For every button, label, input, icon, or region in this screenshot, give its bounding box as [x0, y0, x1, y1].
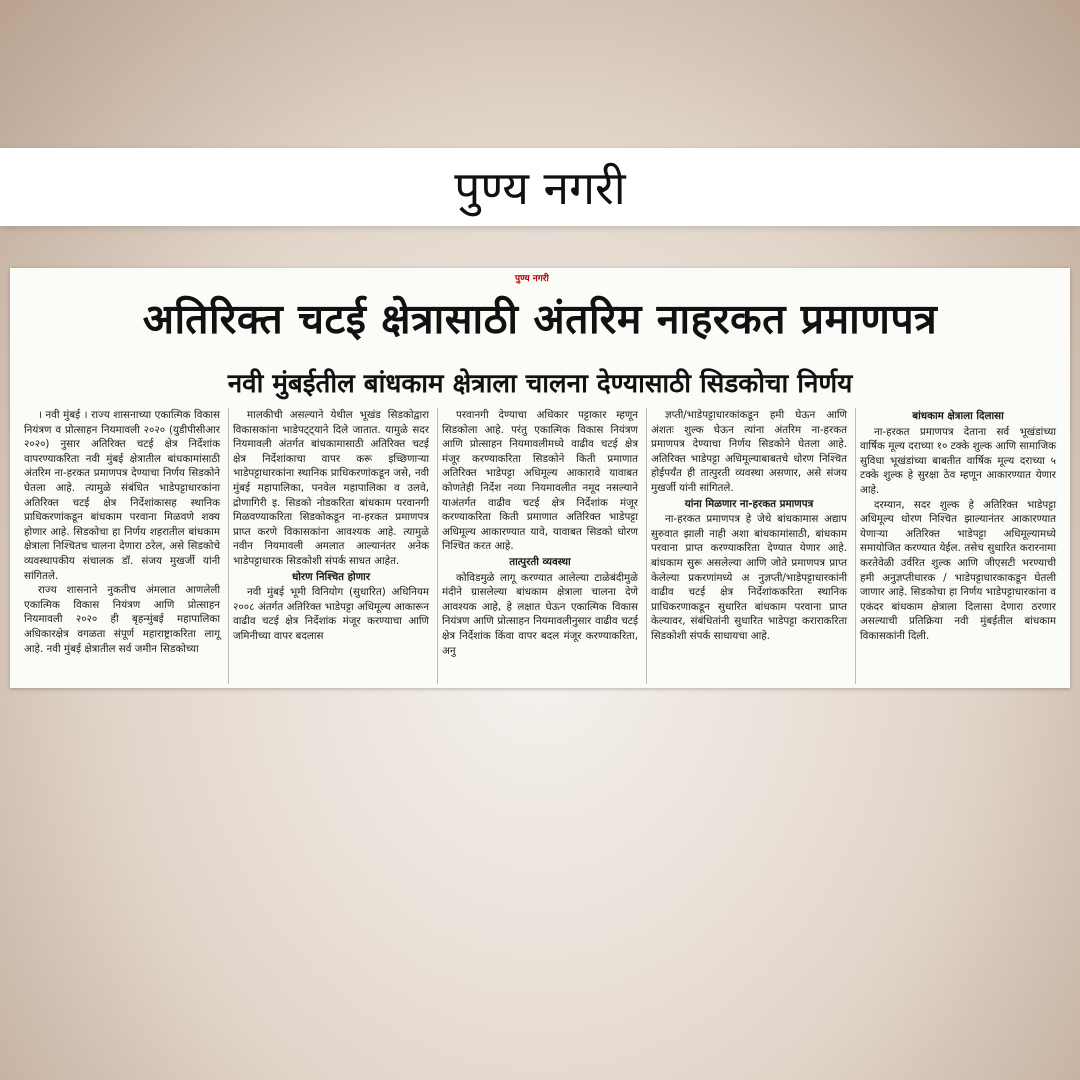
- paragraph: ना-हरकत प्रमाणपत्र हे जेथे बांधकामास अद्याप सुरुवात झाली नाही अशा बांधकामांसाठी, बांधकाम परवाना प्राप्त करण्याकरिता देण्यात येणार आहे. बांधकाम सुरू असलेल्या आणि जोते प्रमाणपत्र प्राप्त केलेल्या प्रकरणांमध्ये अ नुज्ञप्ती/भाडेपट्टाधारकांनी वाढीव चटई क्षेत्र निर्देशांककरिता स्थानिक प्राधिकरणाकडून सुधारित बांधकाम परवाना प्राप्त केल्यावर, संबंधितांनी सुधारित भाडेपट्टा कराराकरिता सिडकोशी संपर्क साधायचा आहे.: [651, 513, 847, 642]
- paragraph: नवी मुंबई भूमी विनियोग (सुधारित) अधिनियम २००८ अंतर्गत अतिरिक्त भाडेपट्टा अधिमूल्य आकारून वाढीव चटई क्षेत्र निर्देशांक मंजूर करण्याचा आणि जमिनीच्या वापर बदलास: [233, 586, 429, 642]
- paragraph: दरम्यान, सदर शुल्क हे अतिरिक्त भाडेपट्टा अधिमूल्य धोरण निश्चित झाल्यानंतर आकारण्यात येणाऱ्या अतिरिक्त भाडेपट्टा अधिमूल्यामध्ये समायोजित करण्यात येईल. तसेच सुधारित करारनामा करतेवेळी उर्वरित शुल्क आणि जीएसटी भरण्याची हमी अनुज्ञप्तीधारक / भाडेपट्टाधारकाकडून घेतली जाणार आहे. सिडकोचा हा निर्णय भाडेपट्टाधारकांना व एकंदर बांधकाम क्षेत्राला दिलासा देणारा ठरणार असल्याची प्रतिक्रिया नवी मुंबईतील बांधकाम विकासकांनी दिली.: [860, 498, 1056, 642]
- article-column-1: [20, 408, 224, 684]
- subheading: यांना मिळणार ना-हरकत प्रमाणपत्र: [684, 497, 814, 510]
- article-columns: [20, 408, 1060, 684]
- masthead-logo: पुण्य नगरी: [515, 274, 549, 284]
- paragraph: परवानगी देण्याचा अधिकार पट्टाकार म्हणून सिडकोला आहे. परंतु एकात्मिक विकास नियंत्रण आणि प्रोत्साहन नियमावलीमध्ये वाढीव चटई क्षेत्र मंजूर करण्याकरिता सिडकोने किती प्रमाणात अतिरिक्त भाडेपट्टा अधिमूल्य आकारावे यावाबत कोणतेही निर्देश नव्या नियमावलीत नमूद नसल्याने याअंतर्गत वाढीव चटई क्षेत्र निर्देशांक मंजूर करण्याकरिता किती प्रमाणात अतिरिक्त भाडेपट्टा अधिमूल्य आकारण्यात यावे, यावाबत सिडको धोरण निश्चित करत आहे.: [442, 409, 638, 553]
- headline: अतिरिक्त चटई क्षेत्रासाठी अंतरिम नाहरकत प्रमाणपत्र: [142, 295, 938, 343]
- banner: [0, 148, 1080, 226]
- subheadline: नवी मुंबईतील बांधकाम क्षेत्राला चालना देण्यासाठी सिडकोचा निर्णय: [227, 369, 853, 399]
- paragraph: । नवी मुंबई । राज्य शासनाच्या एकात्मिक विकास नियंत्रण व प्रोत्साहन नियमावली २०२० (युडीपीसीआर २०२०) नुसार अतिरिक्त चटई क्षेत्र निर्देशांक वापरण्याकरिता नवी मुंबई क्षेत्रातील बांधकामांसाठी अंतरिम ना-हरकत प्रमाणपत्र देण्याचा निर्णय सिडकोने घेतला आहे. त्यामुळे संबंधित भाडेपट्टाधारकांना अतिरिक्त चटई क्षेत्र निर्देशांकासह स्थानिक प्राधिकरणांकडून बांधकाम परवाना मिळवणे शक्य होणार आहे. सिडकोचा हा निर्णय शहरातील बांधकाम क्षेत्राला निश्चितच चालना देणारा ठरेल, असे सिडकोचे व्यवस्थापकीय संचालक डॉ. संजय मुखर्जी यांनी सांगितले.: [24, 409, 220, 582]
- article-column-4: [646, 408, 851, 684]
- article-column-5: [855, 408, 1060, 684]
- banner-title: पुण्य नगरी: [454, 161, 626, 215]
- subheading: तात्पुरती व्यवस्था: [509, 555, 571, 568]
- paragraph: राज्य शासनाने नुकतीच अंमलात आणलेली एकात्मिक विकास नियंत्रण आणि प्रोत्साहन नियमावली २०२० ही बृहन्मुंबई महापालिका अधिकारक्षेत्र वगळता संपूर्ण महाराष्ट्राकरिता लागू आहे. नवी मुंबई क्षेत्रातील सर्व जमीन सिडकोच्या: [24, 584, 220, 655]
- subheading: बांधकाम क्षेत्राला दिलासा: [912, 410, 1004, 422]
- paragraph: कोविडमुळे लागू करण्यात आलेल्या टाळेबंदीमुळे मंदीने ग्रासलेल्या बांधकाम क्षेत्राला चालना देणे आवश्यक आहे, हे लक्षात घेऊन एकात्मिक विकास नियंत्रण आणि प्रोत्साहन नियमावलीनुसार वाढीव चटई क्षेत्र निर्देशांक किंवा वापर बदल मंजूर करण्याकरिता, अनु: [442, 571, 638, 657]
- subheading: धोरण निश्चित होणार: [291, 570, 371, 583]
- article-column-3: [437, 408, 642, 684]
- paragraph: ना-हरकत प्रमाणपत्र देताना सर्व भूखंडांच्या वार्षिक मूल्य दराच्या १० टक्के शुल्क आणि सामाजिक सुविधा भूखंडांच्या बाबतीत वार्षिक मूल्य दराच्या ५ टक्के शुल्क हे सुरक्षा ठेव म्हणून आकारण्यात येणार आहे.: [860, 425, 1057, 496]
- article-column-2: [228, 408, 433, 684]
- paragraph: मालकीची असल्याने येथील भूखंड सिडकोद्वारा विकासकांना भाडेपट्ट्याने दिले जातात. यामुळे सदर नियमावली अंतर्गत बांधकामासाठी अतिरिक्त चटई क्षेत्र निर्देशांकाचा वापर करू इच्छिणाऱ्या भाडेपट्टाधारकांना स्थानिक प्राधिकरणांकडून जसे, नवी मुंबई महापालिका, पनवेल महापालिका व उलवे, द्रोणागिरी इ. सिडको नोडकरिता बांधकाम परवानगी मिळवण्याकरिता सिडकोकडून ना-हरकत प्रमाणपत्र प्राप्त करणे विकासकांना आवश्यक आहे. त्यामुळे नवीन नियमावली अमलात आल्यानंतर अनेक भाडेपट्टाधारक सिडकोशी संपर्क साधत आहेत.: [233, 409, 429, 567]
- paragraph: ज्ञप्ती/भाडेपट्टाधारकांकडून हमी घेऊन आणि अंशतः शुल्क घेऊन त्यांना अंतरिम ना-हरकत प्रमाणपत्र देण्याचा निर्णय सिडकोने घेतला आहे. अतिरिक्त भाडेपट्टा अधिमूल्याबाबतचे धोरण निश्चित होईपर्यंत ही तात्पुरती व्यवस्था असणार, असे संजय मुखर्जी यांनी सांगितले.: [651, 409, 847, 494]
- newspaper-clipping: [10, 268, 1070, 688]
